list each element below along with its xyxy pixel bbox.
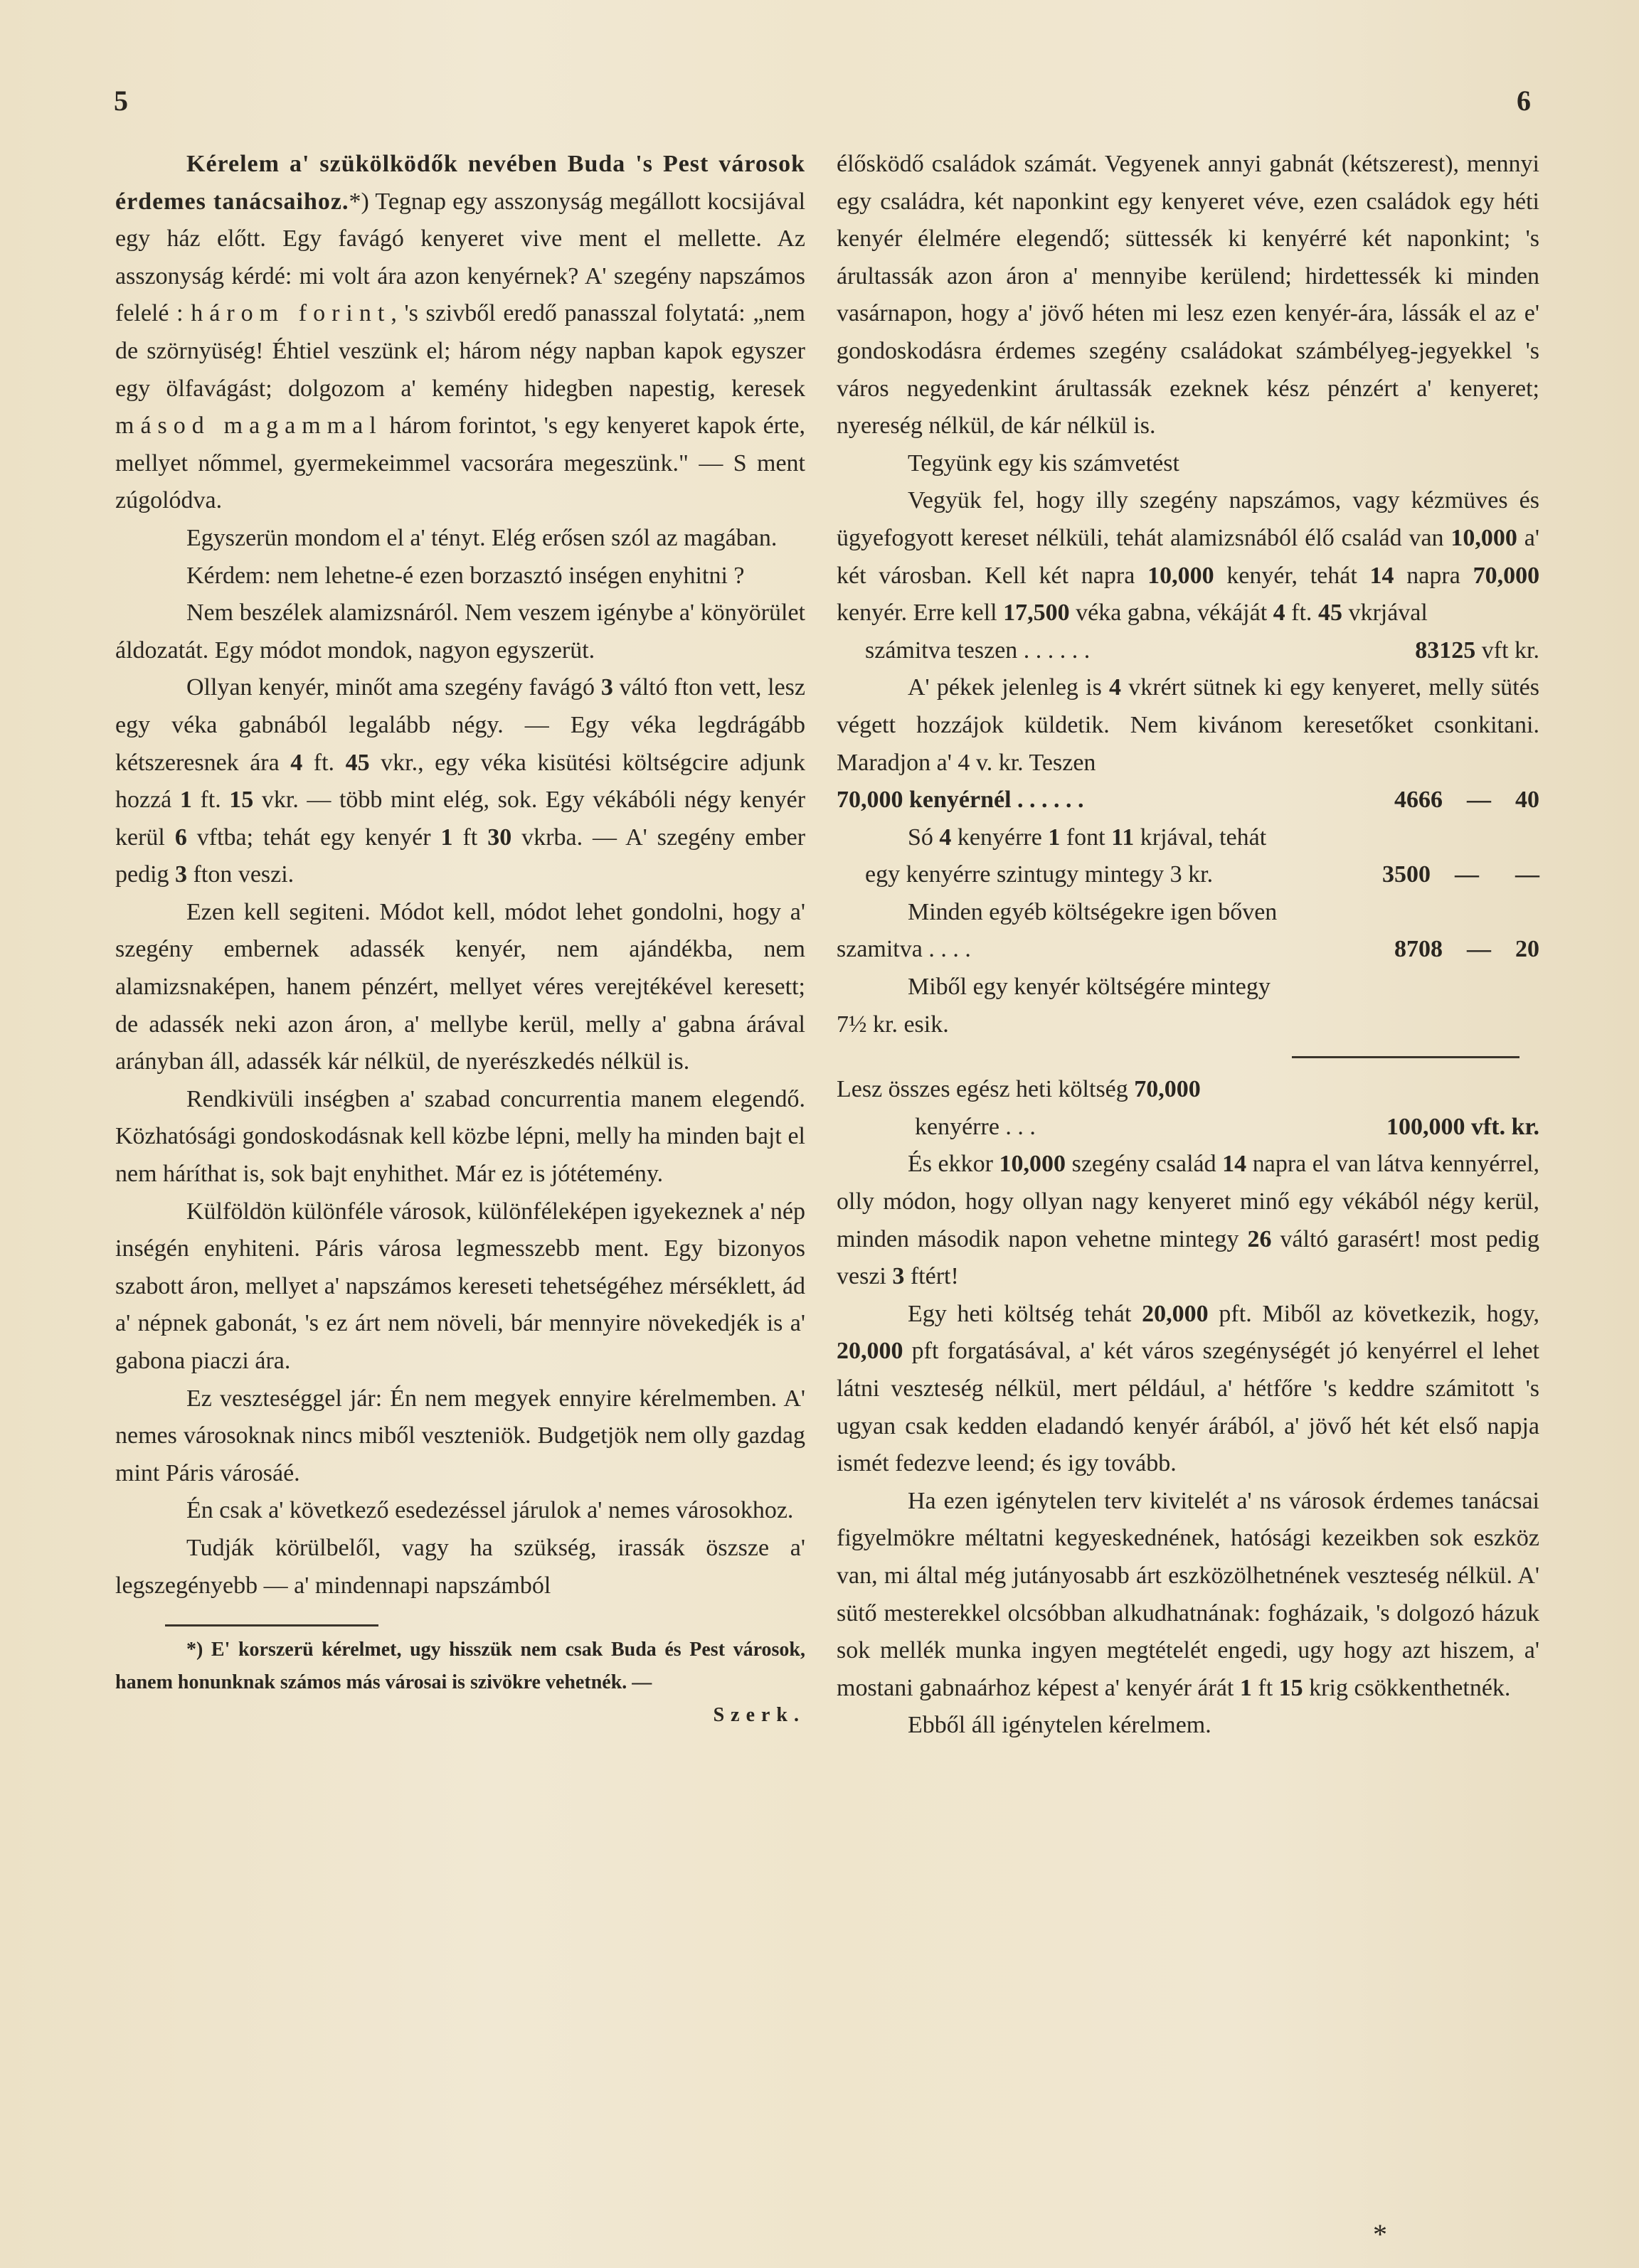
text-run: ft. <box>313 749 335 776</box>
calc-line-other <box>837 931 1539 969</box>
text-run: ft <box>462 824 478 851</box>
calc-label: szamitva . . . . <box>837 936 971 963</box>
number: 1 <box>440 824 453 851</box>
number: 17,500 <box>1003 600 1070 627</box>
calc-dash: — <box>1515 861 1539 888</box>
text-run: kenyér. Erre kell <box>837 600 997 627</box>
number: 3 <box>600 674 613 701</box>
final-sentence: Ebből áll igénytelen kérelmem. <box>908 1712 1211 1739</box>
paragraph-closing <box>837 1483 1539 1708</box>
paragraph: Minden egyéb költségekre igen bőven <box>908 898 1278 925</box>
text-run: vkr. — több mint elég, sok. Egy vékábóli négy kenyér kerül <box>115 787 806 851</box>
text-run: krig csökkenthetnék. <box>1309 1674 1511 1701</box>
calc-kr: 40 <box>1515 787 1539 814</box>
number: 30 <box>487 824 512 851</box>
number: 11 <box>1111 824 1135 851</box>
number: 10,000 <box>1450 524 1517 551</box>
opening-paragraph <box>115 146 805 520</box>
text-run: És ekkor <box>908 1151 993 1178</box>
calc-value: 4666 <box>1394 787 1443 814</box>
footnote-divider <box>165 1624 378 1627</box>
number: 4 <box>290 749 303 776</box>
paragraph: Nem beszélek alamizsnáról. Nem veszem igénybe a' könyörület áldozatát. Egy módot mondok, nagyon egyszerüt. <box>115 600 805 664</box>
paragraph: Tegyünk egy kis számvetést <box>908 449 1179 477</box>
sum-line-total <box>837 1071 1539 1109</box>
number: 1 <box>1239 1674 1252 1701</box>
number: 15 <box>1278 1674 1303 1701</box>
article-title: Kérelem a' szükölködők nevében Buda 's Pest városok érdemes tanácsaihoz. <box>115 151 805 215</box>
calc-line-baking <box>837 782 1539 819</box>
number: 10,000 <box>1147 562 1214 589</box>
end-asterisk: * <box>1373 2218 1387 2250</box>
number: 45 <box>345 749 370 776</box>
sum-line-bread <box>837 1109 1539 1146</box>
calc-dash: — <box>1467 936 1491 963</box>
calc-value: 3500 <box>1382 861 1431 888</box>
number: 1 <box>179 787 192 814</box>
text-run: vkr., egy véka kisütési költségcire adjunk hozzá <box>115 749 806 814</box>
number: 4 <box>939 824 952 851</box>
text-run: szegény család <box>1071 1151 1216 1178</box>
calc-label: számitva teszen . . . . . . <box>865 637 1091 664</box>
footnote-signature: Szerk. <box>713 1704 805 1727</box>
paragraph: Kérdem: nem lehetne-é ezen borzasztó inségen enyhitni ? <box>186 562 745 589</box>
text-run: Egy heti költség tehát <box>908 1300 1132 1327</box>
paragraph: Én csak a' következő esedezéssel járulok a' nemes városokhoz. <box>186 1497 794 1524</box>
text-run: kr. esik. <box>873 1011 949 1038</box>
text-run: pft forgatásával, a' két város szegénységét jó kenyérrel el lehet látni veszteség nélkül, mert például, a' hétfőre 's keddre számitott 's ugyan csak kedden eladandó kenyér árából, a' jövő hét két első napja ismét fedezve leend; és igy tovább. <box>837 1338 1540 1477</box>
paragraph-salt <box>837 819 1539 857</box>
text-run: a' két városban. Kell két napra <box>837 524 1539 589</box>
text-run: font <box>1066 824 1105 851</box>
number: 15 <box>229 787 254 814</box>
calc-value: 8708 <box>1394 936 1443 963</box>
paragraph: Ez veszteséggel jár: Én nem megyek ennyire kérelmemben. A' nemes városoknak nincs miből veszteniök. Budgetjök nem olly gazdag mint Páris városáé. <box>115 1385 805 1486</box>
calc-dash: — <box>1455 861 1479 888</box>
footnote-reference: *) <box>349 188 369 215</box>
paragraph: Tudják körülbelől, vagy ha szükség, irassák öszsze a' legszegényebb — a' mindennapi napszámból <box>115 1534 805 1599</box>
number: 4 <box>1273 600 1285 627</box>
sum-value: 100,000 vft. kr. <box>1386 1113 1539 1140</box>
text-run: Tegnap egy asszonyság megállott kocsijával egy ház előtt. Egy favágó kenyeret vive ment el mellette. Az asszonyság kérdé: mi volt ára azon kenyérnek? A' szegény napszámos felelé : <box>115 188 806 327</box>
calc-dash: — <box>1467 787 1491 814</box>
number: 20,000 <box>1142 1300 1209 1327</box>
right-column <box>837 146 1539 1745</box>
text-run: három forintot, 's egy kenyeret kapok érte, mellyet nőmmel, gyermekeimmel vacsorára megeszünk." — S ment zúgolódva. <box>115 412 806 514</box>
footnote-mark: *) <box>186 1639 203 1661</box>
number: 45 <box>1317 600 1342 627</box>
number: 20,000 <box>837 1338 903 1365</box>
number: 70,000 <box>1473 562 1540 589</box>
footnote-text: E' korszerü kérelmet, ugy hisszük nem csak Buda és Pest városok, hanem honunknak számos más városai is szivökre vehetnék. — <box>115 1639 805 1694</box>
text-run: Vegyük fel, hogy illy szegény napszámos, vagy kézmüves és ügyefogyott kereset nélküli, tehát alamizsnából élő család van <box>837 487 1539 551</box>
sum-label: Lesz összes egész heti költség <box>837 1076 1128 1103</box>
text-run: kenyér, tehát <box>1226 562 1357 589</box>
paragraph: Miből egy kenyér költségére mintegy <box>908 974 1271 1001</box>
calc-kr: 20 <box>1515 936 1539 963</box>
sum-divider <box>1292 1056 1519 1058</box>
emphasis-spaced: három forint <box>191 300 391 327</box>
page-number-right: 6 <box>1517 85 1531 117</box>
number: 14 <box>1222 1151 1247 1178</box>
calc-label: egy kenyérre szintugy mintegy 3 kr. <box>865 861 1214 888</box>
text-run: krjával, tehát <box>1140 824 1267 851</box>
paragraph: élősködő családok számát. Vegyenek annyi gabnát (kétszerest), mennyi egy családra, két naponkint egy kenyeret véve, ezen családok egy héti kenyér élelmére elegendő; süttessék ki kenyérré két naponkint; 's árultassák azon áron a' mennyibe kerülend; hirdettessék ki minden vasárnapon, hogy a' jövő héten mi lesz ezen kenyér-ára, lássák el az e' gondoskodásra érdemes szegény családokat számbélyeg-jegyekkel 's város negyedenkint árultassák ezeknek kész pénzért a' kenyeret; nyereség nélkül, de kár nélkül is. <box>837 151 1539 440</box>
calc-line-salt <box>837 856 1539 894</box>
text-run: ft <box>1258 1674 1273 1701</box>
number: 1 <box>1048 824 1061 851</box>
fraction: 7½ <box>837 1011 867 1038</box>
number: 14 <box>1369 562 1394 589</box>
text-run: A' pékek jelenleg is <box>908 674 1102 701</box>
calc-line-grain <box>837 632 1539 670</box>
calc-value: 83125 <box>1415 637 1476 664</box>
text-run: vkrba. — A' szegény ember pedig <box>115 824 806 888</box>
page-number-left: 5 <box>114 85 128 117</box>
text-run: kenyérre <box>957 824 1042 851</box>
text-run: ft. <box>1291 600 1312 627</box>
paragraph: Külföldön különféle városok, különféleképen igyekeznek a' nép inségén enyhiteni. Páris városa legmesszebb ment. Egy bizonyos szabott áron, mellyet a' napszámos kereseti tehetségéhez mérséklett, ád a' népnek gabonát, 's ez árt nem növeli, bár mennyire növekedjék is a' gabona piaczi ára. <box>115 1198 806 1374</box>
text-run: ftért! <box>910 1263 959 1290</box>
calc-label: 70,000 kenyérnél . . . . . . <box>837 787 1084 814</box>
paragraph: Egyszerün mondom el a' tényt. Elég erősen szól az magában. <box>186 524 778 551</box>
sum-label: kenyérre . . . <box>915 1113 1036 1140</box>
left-column <box>115 146 805 1732</box>
paragraph-calculation-intro <box>837 482 1539 632</box>
number: 10,000 <box>999 1151 1066 1178</box>
text-run: fton veszi. <box>193 861 295 888</box>
paragraph-bakers <box>837 669 1539 782</box>
text-run: ft. <box>200 787 221 814</box>
text-run: pft. Miből az következik, hogy, <box>1219 1300 1540 1327</box>
calc-unit: vft kr. <box>1481 637 1539 664</box>
text-run: , 's szivből eredő panasszal folytatá: „nem de szörnyüség! Éhtiel veszünk el; három négy napban kapok egyszer egy ölfavágást; dolgozom a' kemény hidegben napestig, keresek <box>115 300 806 402</box>
text-run: napra el van látva kennyérrel, olly módon, hogy ollyan nagy kenyeret minő egy vékából négy kerül, minden második napon vehetne mintegy <box>837 1151 1540 1252</box>
paragraph-result <box>837 1146 1539 1295</box>
number: 26 <box>1247 1225 1272 1252</box>
text-run: vftba; tehát egy kenyér <box>196 824 431 851</box>
text-run: váltó fton vett, lesz egy véka gabnából legalább négy. — Egy véka legdrágább kétszeresnek ára <box>115 674 806 776</box>
number: 6 <box>174 824 187 851</box>
number: 3 <box>175 861 188 888</box>
paragraph: Rendkivüli inségben a' szabad concurrentia manem elegendő. Közhatósági gondoskodásnak kell közbe lépni, melly ha minden bajt el nem háríthat is, sok bajt enyhithet. Már ez is jótétemény. <box>115 1085 805 1188</box>
text-run: Só <box>908 824 933 851</box>
footnote <box>115 1634 805 1727</box>
fraction-line <box>837 1006 1539 1044</box>
paragraph: Ezen kell segiteni. Módot kell, módot lehet gondolni, hogy a' szegény embernek adassék kenyér, nem ajándékba, nem alamizsnaképen, hanem pénzért, mellyet véres verejtékével keresett; de adassék neki azon áron, a' mellybe kerül, melly a' gabna árával arányban áll, adassék kár nélkül, de nyerészkedés nélkül is. <box>115 898 805 1075</box>
text-run: Ha ezen igénytelen terv kivitelét a' ns városok érdemes tanácsai figyelmökre méltatni kegyeskednének, hatósági kezeikben sok eszköz van, mi által még jutányosabb árt eszközölhetnének veszteség nélkül. A' sütő mesterekkel olcsóbban alkudhatnának: fogházaik, 's dolgozó házuk sok mellék munka ingyen megtételét engedi, ugy hogy azt hiszem, a' mostani gabnaárhoz képest a' kenyér árát <box>837 1487 1539 1701</box>
number: 70,000 <box>1134 1076 1201 1103</box>
text-run: vkrért sütnek ki egy kenyeret, melly sütés végett hozzájok küldetik. Nem kivánom keresetőket csonkitani. Maradjon a' 4 v. kr. Teszen <box>837 674 1540 776</box>
paragraph-bread-price <box>115 669 805 894</box>
text-run: napra <box>1406 562 1460 589</box>
emphasis-spaced: másod magammal <box>115 412 383 440</box>
paragraph-weekly-cost <box>837 1296 1539 1483</box>
text-run: véka gabna, vékáját <box>1076 600 1268 627</box>
number: 4 <box>1109 674 1122 701</box>
text-run: váltó garasért! most pedig veszi <box>837 1225 1539 1290</box>
text-run: Ollyan kenyér, minőt ama szegény favágó <box>186 674 595 701</box>
number: 3 <box>892 1263 905 1290</box>
text-run: vkrjával <box>1348 600 1428 627</box>
